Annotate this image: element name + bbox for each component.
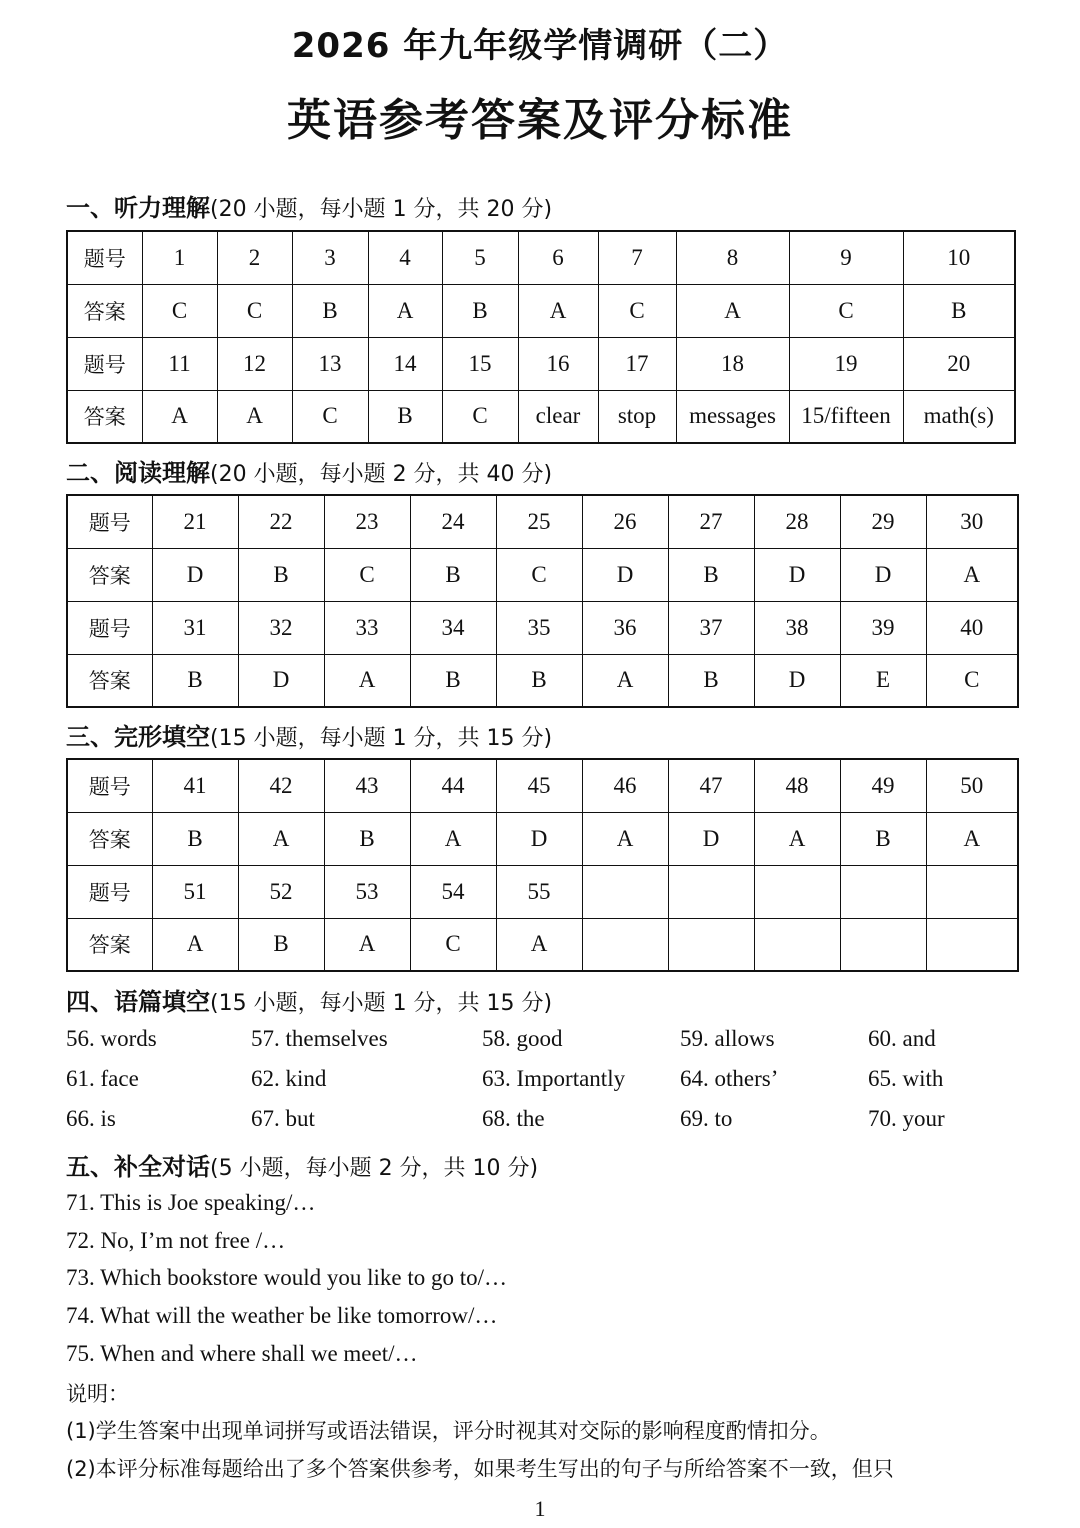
answer-cell: B: [442, 284, 518, 337]
answer-row: [67, 812, 1018, 865]
answer-cell: A: [324, 654, 410, 707]
fill-answer: 61. face: [66, 1066, 139, 1091]
answer-cell: D: [238, 654, 324, 707]
answer-row: [67, 284, 1015, 337]
fill-answer: 66. is: [66, 1106, 116, 1131]
answer-cell: D: [582, 548, 668, 601]
scoring-note: (1)学生答案中出现单词拼写或语法错误，评分时视其对交际的影响程度酌情扣分。: [66, 1419, 831, 1443]
question-number-cell: [754, 865, 840, 918]
answer-cell: [926, 918, 1018, 971]
question-number-cell: 47: [668, 759, 754, 812]
section1-answer-table: [66, 230, 1016, 444]
question-number-cell: 46: [582, 759, 668, 812]
question-number-cell: 22: [238, 495, 324, 548]
answer-cell: B: [668, 548, 754, 601]
fill-answer: 59. allows: [680, 1026, 775, 1051]
row-label-answer: 答案: [67, 284, 142, 337]
fill-answer: 62. kind: [251, 1066, 327, 1091]
question-number-cell: 8: [676, 231, 789, 284]
question-number-cell: 7: [598, 231, 676, 284]
row-label-answer: 答案: [67, 390, 142, 443]
fill-answer: 57. themselves: [251, 1026, 388, 1051]
question-number-cell: 11: [142, 337, 217, 390]
answer-cell: B: [668, 654, 754, 707]
row-label-answer: 答案: [67, 812, 152, 865]
row-label-qnum: 题号: [67, 865, 152, 918]
row-label-answer: 答案: [67, 654, 152, 707]
question-number-cell: 35: [496, 601, 582, 654]
answer-cell: [582, 918, 668, 971]
section2-title: 二、阅读理解: [66, 459, 210, 487]
row-label-qnum: 题号: [67, 759, 152, 812]
answer-cell: B: [840, 812, 926, 865]
question-number-cell: 53: [324, 865, 410, 918]
document-title: 2026 年九年级学情调研（二）: [291, 26, 789, 66]
answer-cell: A: [676, 284, 789, 337]
question-number-row: [67, 865, 1018, 918]
answer-cell: B: [368, 390, 442, 443]
question-number-cell: 18: [676, 337, 789, 390]
answer-cell: A: [496, 918, 582, 971]
question-number-cell: 38: [754, 601, 840, 654]
answer-cell: C: [926, 654, 1018, 707]
question-number-cell: 49: [840, 759, 926, 812]
question-number-cell: 55: [496, 865, 582, 918]
fill-answer: 58. good: [482, 1026, 563, 1051]
question-number-cell: 3: [292, 231, 368, 284]
section2-answer-table: [66, 494, 1019, 708]
answer-cell: C: [496, 548, 582, 601]
answer-cell: D: [840, 548, 926, 601]
question-number-cell: 13: [292, 337, 368, 390]
answer-cell: D: [754, 654, 840, 707]
scoring-note: (2)本评分标准每题给出了多个答案供参考，如果考生写出的句子与所给答案不一致，但只: [66, 1457, 894, 1481]
answer-cell: A: [324, 918, 410, 971]
section1-note: (20 小题，每小题 1 分，共 20 分): [210, 197, 553, 222]
answer-cell: B: [292, 284, 368, 337]
page-number: 1: [534, 1496, 546, 1521]
question-number-row: [67, 601, 1018, 654]
question-number-cell: 4: [368, 231, 442, 284]
dialogue-answer: 74. What will the weather be like tomorrow/…: [66, 1303, 498, 1328]
question-number-cell: 1: [142, 231, 217, 284]
section4-heading: [66, 982, 552, 1017]
section4-note: (15 小题，每小题 1 分，共 15 分): [210, 991, 553, 1016]
answer-cell: B: [903, 284, 1015, 337]
fill-answer: 63. Importantly: [482, 1066, 626, 1091]
row-label-qnum: 题号: [67, 601, 152, 654]
answer-cell: B: [238, 918, 324, 971]
question-number-cell: 37: [668, 601, 754, 654]
question-number-row: [67, 495, 1018, 548]
question-number-cell: 20: [903, 337, 1015, 390]
section1-heading: [66, 188, 552, 223]
question-number-cell: 33: [324, 601, 410, 654]
answer-cell: A: [582, 654, 668, 707]
answer-cell: A: [518, 284, 598, 337]
question-number-cell: 24: [410, 495, 496, 548]
question-number-cell: 31: [152, 601, 238, 654]
answer-cell: A: [410, 812, 496, 865]
question-number-cell: 34: [410, 601, 496, 654]
answer-cell: B: [152, 654, 238, 707]
fill-answer: 67. but: [251, 1106, 315, 1131]
answer-row: [67, 918, 1018, 971]
answer-cell: A: [238, 812, 324, 865]
question-number-cell: 17: [598, 337, 676, 390]
question-number-cell: 30: [926, 495, 1018, 548]
answer-cell: messages: [676, 390, 789, 443]
answer-cell: B: [410, 654, 496, 707]
fill-answer: 56. words: [66, 1026, 157, 1051]
answer-cell: math(s): [903, 390, 1015, 443]
answer-cell: 15/fifteen: [789, 390, 903, 443]
answer-cell: A: [152, 918, 238, 971]
answer-cell: B: [496, 654, 582, 707]
section3-title: 三、完形填空: [66, 723, 210, 751]
answer-row: [67, 390, 1015, 443]
section2-heading: [66, 453, 552, 488]
row-label-qnum: 题号: [67, 231, 142, 284]
answer-row: [67, 654, 1018, 707]
question-number-cell: 32: [238, 601, 324, 654]
question-number-cell: 15: [442, 337, 518, 390]
answer-cell: B: [152, 812, 238, 865]
question-number-cell: 16: [518, 337, 598, 390]
dialogue-answer: 71. This is Joe speaking/…: [66, 1190, 316, 1215]
question-number-cell: 9: [789, 231, 903, 284]
answer-cell: A: [582, 812, 668, 865]
fill-answer: 68. the: [482, 1106, 545, 1131]
question-number-cell: 2: [217, 231, 292, 284]
row-label-answer: 答案: [67, 918, 152, 971]
question-number-cell: 12: [217, 337, 292, 390]
question-number-cell: 50: [926, 759, 1018, 812]
answer-cell: clear: [518, 390, 598, 443]
question-number-cell: 28: [754, 495, 840, 548]
answer-cell: A: [217, 390, 292, 443]
row-label-qnum: 题号: [67, 337, 142, 390]
answer-cell: [840, 918, 926, 971]
answer-cell: A: [754, 812, 840, 865]
question-number-cell: 25: [496, 495, 582, 548]
answer-cell: C: [324, 548, 410, 601]
fill-answer: 64. others’: [680, 1066, 779, 1091]
fill-answer: 70. your: [868, 1106, 945, 1131]
question-number-row: [67, 231, 1015, 284]
answer-cell: B: [324, 812, 410, 865]
answer-cell: C: [142, 284, 217, 337]
answer-cell: D: [754, 548, 840, 601]
dialogue-answer: 75. When and where shall we meet/…: [66, 1341, 418, 1366]
question-number-cell: 43: [324, 759, 410, 812]
answer-cell: C: [598, 284, 676, 337]
question-number-cell: 41: [152, 759, 238, 812]
fill-row: [66, 1026, 1016, 1062]
answer-cell: stop: [598, 390, 676, 443]
section5-title: 五、补全对话: [66, 1153, 210, 1181]
answer-cell: A: [142, 390, 217, 443]
question-number-cell: 19: [789, 337, 903, 390]
answer-cell: D: [496, 812, 582, 865]
fill-answer: 65. with: [868, 1066, 944, 1091]
section5-heading: [66, 1147, 538, 1182]
answer-cell: A: [368, 284, 442, 337]
question-number-cell: [582, 865, 668, 918]
answer-cell: [754, 918, 840, 971]
fill-answer: 69. to: [680, 1106, 733, 1131]
section2-note: (20 小题，每小题 2 分，共 40 分): [210, 462, 553, 487]
fill-row: [66, 1066, 1016, 1102]
document-subtitle: 英语参考答案及评分标准: [287, 95, 793, 146]
question-number-cell: 44: [410, 759, 496, 812]
question-number-cell: 54: [410, 865, 496, 918]
answer-cell: B: [238, 548, 324, 601]
section3-heading: [66, 717, 552, 752]
answer-row: [67, 548, 1018, 601]
dialogue-answer: 73. Which bookstore would you like to go to/…: [66, 1265, 508, 1290]
question-number-cell: 42: [238, 759, 324, 812]
dialogue-answer: 72. No, I’m not free /…: [66, 1228, 286, 1253]
answer-cell: D: [668, 812, 754, 865]
section3-answer-table: [66, 758, 1019, 972]
answer-cell: [668, 918, 754, 971]
question-number-cell: 48: [754, 759, 840, 812]
question-number-cell: 51: [152, 865, 238, 918]
section3-note: (15 小题，每小题 1 分，共 15 分): [210, 726, 553, 751]
answer-cell: D: [152, 548, 238, 601]
answer-cell: C: [789, 284, 903, 337]
question-number-cell: 5: [442, 231, 518, 284]
question-number-cell: 23: [324, 495, 410, 548]
question-number-cell: 39: [840, 601, 926, 654]
question-number-cell: 26: [582, 495, 668, 548]
question-number-row: [67, 337, 1015, 390]
question-number-cell: 6: [518, 231, 598, 284]
answer-cell: C: [442, 390, 518, 443]
question-number-cell: 52: [238, 865, 324, 918]
section1-title: 一、听力理解: [66, 194, 210, 222]
section5-note: (5 小题，每小题 2 分，共 10 分): [210, 1156, 539, 1181]
answer-cell: A: [926, 548, 1018, 601]
answer-cell: C: [217, 284, 292, 337]
question-number-cell: 27: [668, 495, 754, 548]
question-number-cell: [840, 865, 926, 918]
question-number-cell: 45: [496, 759, 582, 812]
question-number-row: [67, 759, 1018, 812]
question-number-cell: [668, 865, 754, 918]
question-number-cell: [926, 865, 1018, 918]
question-number-cell: 21: [152, 495, 238, 548]
section4-title: 四、语篇填空: [66, 988, 210, 1016]
row-label-answer: 答案: [67, 548, 152, 601]
question-number-cell: 29: [840, 495, 926, 548]
answer-cell: C: [410, 918, 496, 971]
answer-cell: A: [926, 812, 1018, 865]
fill-answer: 60. and: [868, 1026, 936, 1051]
answer-cell: C: [292, 390, 368, 443]
question-number-cell: 14: [368, 337, 442, 390]
answer-cell: B: [410, 548, 496, 601]
notes-title: 说明：: [66, 1382, 129, 1406]
question-number-cell: 36: [582, 601, 668, 654]
question-number-cell: 40: [926, 601, 1018, 654]
answer-cell: E: [840, 654, 926, 707]
question-number-cell: 10: [903, 231, 1015, 284]
row-label-qnum: 题号: [67, 495, 152, 548]
fill-row: [66, 1106, 1016, 1142]
